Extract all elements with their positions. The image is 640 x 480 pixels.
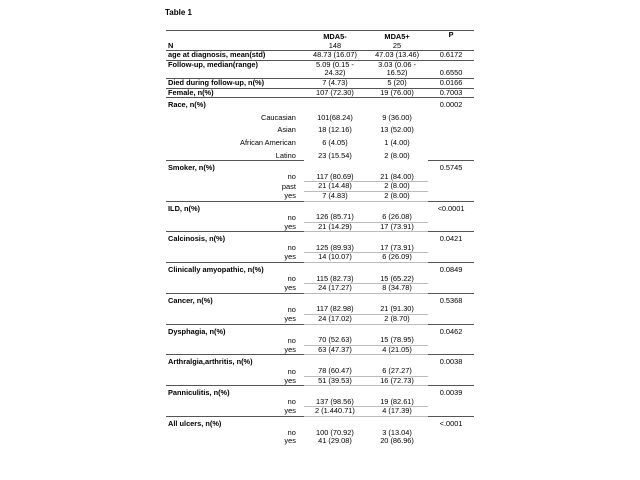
empty-cell [428, 275, 474, 284]
sub-label: no [287, 172, 296, 182]
mda5-neg-value: 137 (98.56) [304, 398, 366, 407]
sub-row [166, 135, 474, 148]
mda5-neg-value: 115 (82.73) [304, 275, 366, 284]
p-value: <.0001 [439, 418, 463, 428]
mda5-neg-value: 2 (1.440.71) [304, 407, 366, 417]
mda5-neg-value: 24 (17.02) [304, 315, 366, 325]
p-value: 0.0462 [439, 326, 463, 336]
sub-label: no [287, 243, 296, 253]
mda5-pos-value: 1 (4.00) [384, 137, 410, 147]
table-row [166, 60, 474, 69]
sub-label: yes [166, 191, 304, 201]
header-mda5-neg: MDA5- [304, 31, 366, 42]
empty-cell [428, 122, 474, 135]
empty-cell [428, 305, 474, 314]
sub-label: no [287, 304, 296, 314]
mda5-pos-value: 21 (91.30) [366, 305, 428, 314]
group-label: Race, n(%) [168, 100, 206, 110]
sub-row [166, 182, 474, 192]
mda5-neg-value: 21 (14.48) [304, 182, 366, 192]
sub-label: African American [240, 137, 296, 147]
data-table [166, 30, 474, 446]
sub-label: no [287, 274, 296, 284]
mda5-pos-value-cont: 16.52) [366, 69, 428, 78]
header-row [166, 31, 474, 42]
mda5-neg-value: 148 [304, 42, 366, 51]
sub-row [166, 222, 474, 232]
empty-cell [428, 284, 474, 294]
empty-cell [366, 98, 428, 110]
sub-label: no [287, 427, 296, 437]
table-row [166, 88, 474, 98]
mda5-pos-value: 2 (8.00) [384, 151, 410, 161]
mda5-pos-value: 6 (26.09) [366, 253, 428, 263]
mda5-neg-value: 14 (10.07) [304, 253, 366, 263]
mda5-neg-value: 117 (80.69) [304, 173, 366, 182]
sub-row [166, 315, 474, 325]
group-label: Smoker, n(%) [168, 163, 215, 173]
mda5-pos-value: 13 (52.00) [380, 125, 414, 135]
empty-cell [428, 367, 474, 376]
sub-label: yes [166, 345, 304, 355]
sub-label: yes [166, 315, 304, 325]
mda5-neg-value: 51 (39.53) [304, 376, 366, 386]
empty-cell [428, 336, 474, 345]
p-value: 0.6550 [428, 69, 474, 78]
mda5-pos-value: 20 (86.96) [380, 436, 414, 446]
row-label: age at diagnosis, mean(std) [166, 51, 304, 61]
row-label: Died during follow-up, n(%) [166, 78, 304, 88]
group-header-row [166, 386, 474, 398]
mda5-pos-value: 4 (21.05) [366, 345, 428, 355]
sub-label: yes [166, 253, 304, 263]
empty-cell [366, 416, 428, 428]
empty-cell [366, 386, 428, 398]
mda5-neg-value: 6 (4.05) [322, 137, 348, 147]
sub-row [166, 367, 474, 376]
empty-cell [428, 182, 474, 192]
sub-row [166, 345, 474, 355]
group-label: Panniculitis, n(%) [168, 388, 230, 398]
sub-label: Latino [166, 148, 304, 161]
sub-label: yes [166, 376, 304, 386]
group-header-row [166, 263, 474, 275]
mda5-neg-value: 21 (14.29) [304, 222, 366, 232]
empty-cell [428, 191, 474, 201]
empty-cell [428, 244, 474, 253]
mda5-neg-value: 5.09 (0.15 - [316, 59, 354, 69]
mda5-neg-value: 125 (89.93) [304, 244, 366, 253]
row-label: N [166, 42, 304, 51]
mda5-pos-value: 21 (84.00) [366, 173, 428, 182]
mda5-neg-value: 101(68.24) [317, 112, 353, 122]
sub-row [166, 110, 474, 123]
sub-row [166, 191, 474, 201]
mda5-neg-value: 70 (52.63) [304, 336, 366, 345]
sub-row [166, 253, 474, 263]
mda5-pos-value: 2 (8.00) [366, 182, 428, 192]
empty-cell [304, 161, 366, 173]
mda5-pos-value: 17 (73.91) [366, 244, 428, 253]
header-p: P [428, 31, 474, 42]
sub-label: past [281, 181, 296, 191]
p-value: <0.0001 [437, 203, 465, 213]
mda5-neg-value: 63 (47.37) [304, 345, 366, 355]
sub-label: yes [166, 222, 304, 232]
group-header-row [166, 98, 474, 110]
p-value: 0.0849 [439, 265, 463, 275]
mda5-pos-value: 19 (76.00) [366, 88, 428, 98]
row-label: Follow-up, median(range) [168, 59, 258, 69]
sub-row [166, 376, 474, 386]
sub-label: Caucasian [260, 112, 296, 122]
header-col1 [166, 31, 304, 42]
sub-label: no [287, 397, 296, 407]
table-row [166, 51, 474, 61]
mda5-neg-value: 107 (72.30) [304, 88, 366, 98]
mda5-pos-value: 25 [366, 42, 428, 51]
mda5-pos-value: 6 (26.08) [366, 213, 428, 222]
mda5-pos-value: 2 (8.70) [366, 315, 428, 325]
mda5-pos-value: 5 (20) [366, 78, 428, 88]
mda5-neg-value: 24 (17.27) [304, 284, 366, 294]
mda5-neg-value: 41 (29.08) [318, 436, 352, 446]
mda5-neg-value-cont: 24.32) [304, 69, 366, 78]
p-value: 0.0166 [428, 78, 474, 88]
sub-label: no [287, 366, 296, 376]
sub-label: yes [166, 284, 304, 294]
empty-cell [366, 161, 428, 173]
empty-cell [428, 437, 474, 446]
mda5-pos-value: 4 (17.39) [366, 407, 428, 417]
p-value: 0.0002 [439, 100, 463, 110]
sub-label: no [287, 335, 296, 345]
mda5-neg-value: 48.73 (16.07) [304, 51, 366, 61]
p-value: 0.5368 [439, 295, 463, 305]
empty-cell [304, 98, 366, 110]
empty-cell [428, 429, 474, 438]
mda5-neg-value: 78 (60.47) [304, 367, 366, 376]
sub-row [166, 336, 474, 345]
empty-cell [428, 213, 474, 222]
p-value: 0.0421 [439, 234, 463, 244]
mda5-pos-value: 16 (72.73) [366, 376, 428, 386]
empty-cell [428, 110, 474, 123]
mda5-pos-value: 3 (13.04) [382, 427, 412, 437]
empty-cell [304, 263, 366, 275]
empty-cell [304, 416, 366, 428]
empty-cell [428, 135, 474, 148]
sub-row [166, 148, 474, 161]
group-label: Dysphagia, n(%) [168, 326, 226, 336]
sub-label: yes [284, 436, 296, 446]
mda5-neg-value: 23 (15.54) [318, 151, 352, 161]
mda5-pos-value: 15 (78.95) [366, 336, 428, 345]
sub-row [166, 122, 474, 135]
sub-label: yes [166, 407, 304, 417]
mda5-pos-value: 9 (36.00) [382, 112, 412, 122]
empty-cell [428, 253, 474, 263]
group-label: Clinically amyopathic, n(%) [168, 265, 264, 275]
mda5-neg-value: 7 (4.83) [304, 191, 366, 201]
empty-cell [428, 407, 474, 417]
row-label: Female, n(%) [166, 88, 304, 98]
mda5-neg-value: 18 (12.16) [318, 125, 352, 135]
empty-cell [428, 345, 474, 355]
empty-cell [428, 222, 474, 232]
mda5-neg-value: 7 (4.73) [304, 78, 366, 88]
empty-cell [428, 315, 474, 325]
group-header-row [166, 416, 474, 428]
table-title: Table 1 [165, 8, 192, 17]
empty-cell [428, 173, 474, 182]
group-header-row [166, 161, 474, 173]
mda5-neg-value: 100 (70.92) [316, 427, 354, 437]
group-label: All ulcers, n(%) [168, 418, 222, 428]
empty-cell [428, 376, 474, 386]
mda5-pos-value: 47.03 (13.46) [366, 51, 428, 61]
mda5-neg-value: 126 (85.71) [304, 213, 366, 222]
mda5-pos-value: 2 (8.00) [366, 191, 428, 201]
p-value: 0.0039 [439, 388, 463, 398]
empty-cell [366, 263, 428, 275]
group-label: Cancer, n(%) [168, 295, 213, 305]
empty-cell [428, 398, 474, 407]
sub-row [166, 407, 474, 417]
group-label: ILD, n(%) [168, 203, 201, 213]
group-label: Arthralgia,arthritis, n(%) [168, 357, 253, 367]
mda5-pos-value: 15 (65.22) [366, 275, 428, 284]
mda5-pos-value: 6 (27.27) [366, 367, 428, 376]
p-value: 0.5745 [439, 163, 463, 173]
sub-row [166, 213, 474, 222]
mda5-pos-value: 3.03 (0.06 - [378, 59, 416, 69]
table-row [166, 78, 474, 88]
group-label: Calcinosis, n(%) [168, 234, 226, 244]
empty-cell [304, 386, 366, 398]
mda5-pos-value: 19 (82.61) [366, 398, 428, 407]
sub-row [166, 437, 474, 446]
p-value: 0.0038 [439, 357, 463, 367]
sub-label: no [287, 212, 296, 222]
mda5-pos-value: 8 (34.78) [366, 284, 428, 294]
p-value: 0.6172 [428, 51, 474, 61]
mda5-pos-value: 17 (73.91) [366, 222, 428, 232]
p-value: 0.7003 [428, 88, 474, 98]
empty-cell [428, 148, 474, 161]
sub-row [166, 284, 474, 294]
header-mda5-pos: MDA5+ [366, 31, 428, 42]
mda5-neg-value: 117 (82.98) [304, 305, 366, 314]
sub-label: Asian [277, 125, 296, 135]
